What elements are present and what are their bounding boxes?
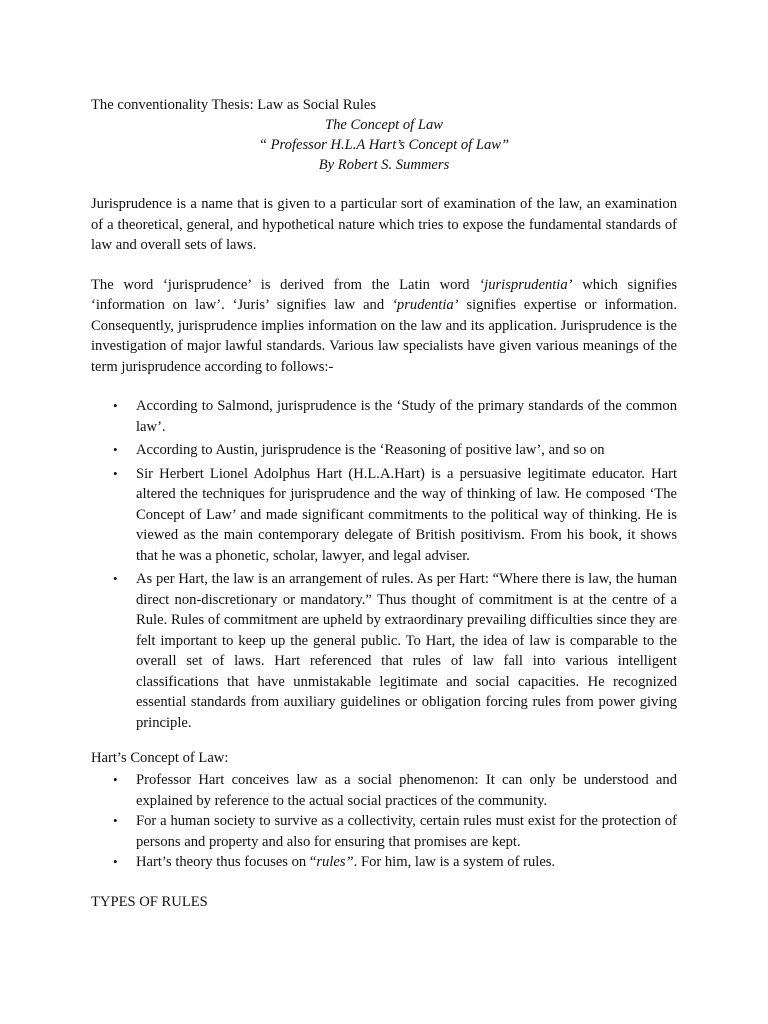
list-item-text-part-2: . For him, law is a system of rules. bbox=[353, 854, 556, 870]
list-item bbox=[91, 440, 677, 461]
list-item bbox=[91, 811, 677, 852]
list-item-text: According to Austin, jurisprudence is the ‘Reasoning of positive law’, and so on bbox=[136, 442, 605, 458]
bullet-icon: • bbox=[113, 854, 118, 869]
list-item-text: According to Salmond, jurisprudence is the ‘Study of the primary standards of the common law’. bbox=[136, 398, 677, 435]
section-heading-harts-concept: Hart’s Concept of Law: bbox=[91, 750, 229, 766]
bullet-icon: • bbox=[113, 813, 118, 828]
bullet-icon: • bbox=[113, 398, 118, 413]
term-prudentia: ‘prudentia’ bbox=[392, 297, 459, 313]
book-title: The Concept of Law bbox=[325, 117, 443, 133]
list-item-text: Professor Hart conceives law as a social phenomenon: It can only be understood and explained by reference to the actual social practices of the community. bbox=[136, 772, 677, 809]
bullet-icon: • bbox=[113, 772, 118, 787]
document-page bbox=[91, 95, 677, 912]
list-item bbox=[91, 569, 677, 733]
harts-concept-list bbox=[91, 770, 677, 873]
book-subtitle: “ Professor H.L.A Hart’s Concept of Law” bbox=[258, 137, 510, 153]
list-item-text: Sir Herbert Lionel Adolphus Hart (H.L.A.Hart) is a persuasive legitimate educator. Hart altered the techniques for jurisprudence and the way of thinking of law. He composed ‘The Concept of Law’ and made significant commitments to the political way of thinking. He is viewed as the main contemporary delegate of British positivism. From his book, it shows that he was a phonetic, scholar, lawyer, and legal adviser. bbox=[136, 465, 677, 564]
bullet-icon: • bbox=[113, 465, 118, 481]
definitions-list bbox=[91, 396, 677, 733]
author-line: By Robert S. Summers bbox=[318, 157, 450, 173]
paragraph-definition: Jurisprudence is a name that is given to a particular sort of examination of the law, an examination of a theoretical, general, and hypothetical nature which tries to expose the fundamental standards of law and overall sets of laws. bbox=[91, 196, 677, 253]
document-title: The conventionality Thesis: Law as Social Rules bbox=[91, 97, 377, 113]
paragraph-etymology-part-3: signifies expertise or information. Consequently, jurisprudence implies information on the law and its application. Jurisprudence is the investigation of major lawful standards. Various law specialists have given various meanings of the term jurisprudence according to follows:- bbox=[91, 297, 677, 375]
paragraph-etymology-part-2: which signifies ‘information on law’. ‘Juris’ signifies law and bbox=[91, 276, 677, 313]
list-item bbox=[91, 852, 677, 873]
paragraph-etymology bbox=[91, 275, 677, 378]
paragraph-etymology-part-1: The word ‘jurisprudence’ is derived from the Latin word bbox=[91, 276, 480, 293]
list-item bbox=[91, 464, 677, 567]
list-item-text: As per Hart, the law is an arrangement of rules. As per Hart: “Where there is law, the human direct non-discretionary or mandatory.” Thus thought of commitment is at the centre of a Rule. Rules of commitment are upheld by extraordinary prevailing difficulties since they are felt important to keep up the general public. To Hart, the idea of law is comparable to the overall set of laws. Hart referenced that rules of law fall into various intelligent classifications that have unmistakable legitimate and social capacities. He recognized essential standards from auxiliary guidelines or obligation forcing rules from power giving principle. bbox=[136, 571, 677, 731]
section-heading-types-of-rules: TYPES OF RULES bbox=[91, 893, 208, 910]
list-item bbox=[91, 770, 677, 811]
list-item-text-part-1: Hart’s theory thus focuses on “ bbox=[136, 854, 317, 870]
bullet-icon: • bbox=[113, 442, 118, 457]
term-rules: rules” bbox=[316, 854, 354, 870]
list-item bbox=[91, 396, 677, 437]
term-jurisprudentia: ‘jurisprudentia’ bbox=[479, 276, 573, 293]
list-item-text: For a human society to survive as a collectivity, certain rules must exist for the protection of persons and property and also for ensuring that promises are kept. bbox=[136, 813, 677, 850]
bullet-icon: • bbox=[113, 571, 118, 586]
